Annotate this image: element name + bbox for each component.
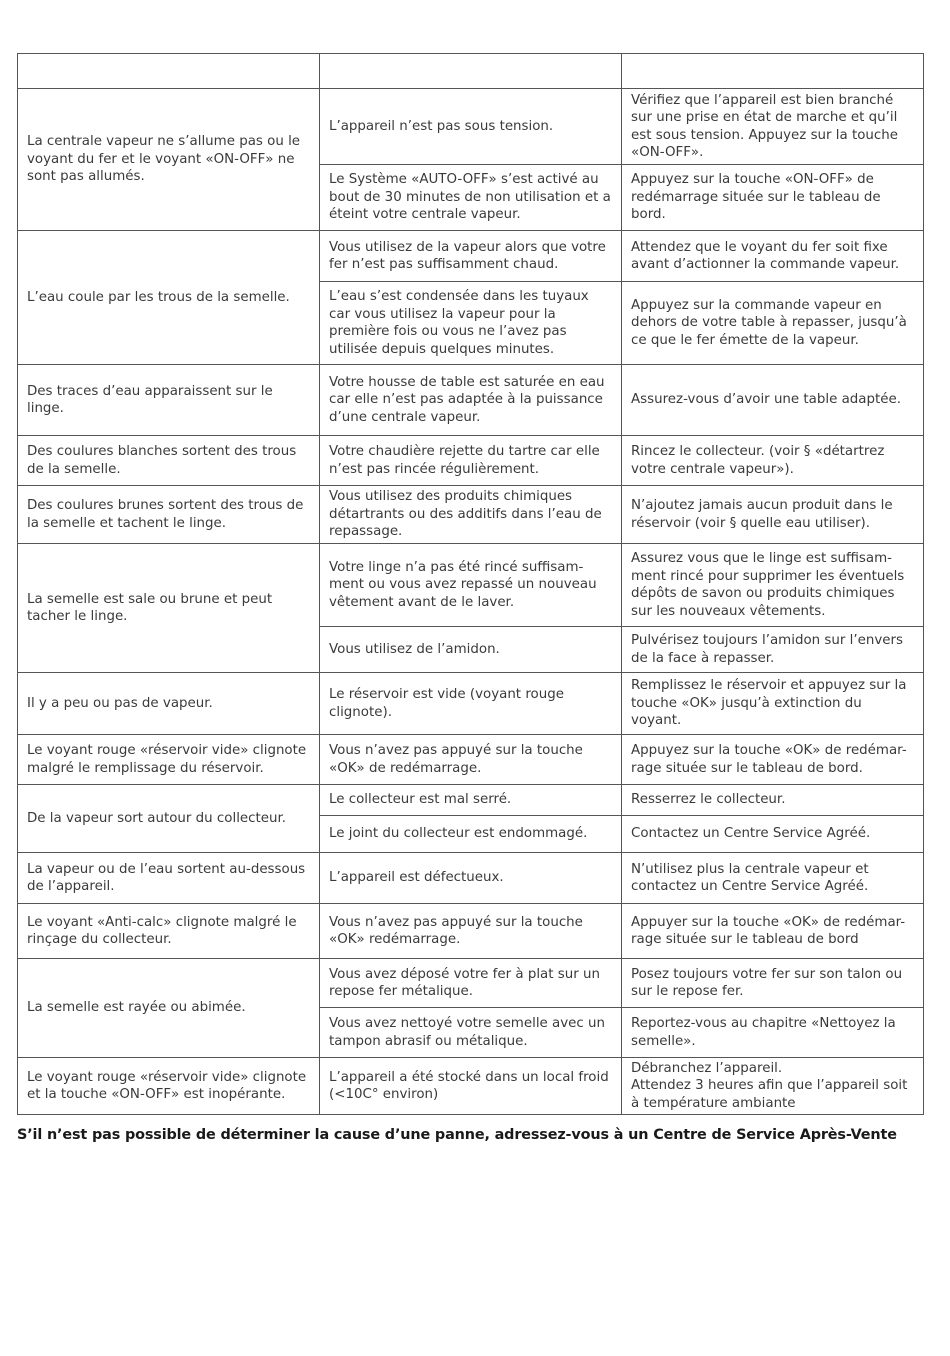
- cause-cell: Vous avez nettoyé votre semelle avec un tampon abrasif ou métalique.: [320, 1008, 622, 1058]
- table-body: [18, 54, 924, 1115]
- solution-cell: Appuyez sur la touche «ON-OFF» de redémarrage située sur le tableau de bord.: [622, 165, 924, 231]
- solution-cell: Appuyez sur la touche «OK» de redémar-rage située sur le tableau de bord.: [622, 735, 924, 785]
- problem-cell: Il y a peu ou pas de vapeur.: [18, 673, 320, 735]
- problem-cell: La semelle est sale ou brune et peut tacher le linge.: [18, 544, 320, 673]
- table-row: [18, 959, 924, 1008]
- after-sales-note: S’il n’est pas possible de déterminer la cause d’une panne, adressez-vous à un Centre de Service Après-Vente: [17, 1127, 897, 1143]
- solution-cell: Remplissez le réservoir et appuyez sur la touche «OK» jusqu’à extinction du voyant.: [622, 673, 924, 735]
- problem-cell: Le voyant «Anti-calc» clignote malgré le rinçage du collecteur.: [18, 904, 320, 959]
- cause-cell: Vous utilisez des produits chimiques détartrants ou des additifs dans l’eau de repassage.: [320, 486, 622, 544]
- table-row: [18, 904, 924, 959]
- solution-cell: Reportez-vous au chapitre «Nettoyez la semelle».: [622, 1008, 924, 1058]
- solution-cell: Attendez que le voyant du fer soit fixe avant d’actionner la commande vapeur.: [622, 231, 924, 282]
- cause-cell: Votre chaudière rejette du tartre car elle n’est pas rincée régulièrement.: [320, 436, 622, 486]
- cause-cell: Vous avez déposé votre fer à plat sur un repose fer métalique.: [320, 959, 622, 1008]
- cause-cell: Vous n’avez pas appuyé sur la touche «OK» de redémarrage.: [320, 735, 622, 785]
- cause-cell: Votre housse de table est saturée en eau car elle n’est pas adaptée à la puissance d’une centrale vapeur.: [320, 365, 622, 436]
- cause-cell: L’appareil n’est pas sous tension.: [320, 89, 622, 165]
- solution-cell: N’ajoutez jamais aucun produit dans le réservoir (voir § quelle eau utiliser).: [622, 486, 924, 544]
- cause-cell: Le joint du collecteur est endommagé.: [320, 816, 622, 853]
- table-row: [18, 673, 924, 735]
- problem-cell: La semelle est rayée ou abimée.: [18, 959, 320, 1058]
- solution-cell: Pulvérisez toujours l’amidon sur l’envers de la face à repasser.: [622, 627, 924, 673]
- table-row: [18, 785, 924, 816]
- header-cell-problem: [18, 54, 320, 89]
- problem-cell: De la vapeur sort autour du collecteur.: [18, 785, 320, 853]
- cause-cell: Le Système «AUTO-OFF» s’est activé au bout de 30 minutes de non utilisation et a éteint votre centrale vapeur.: [320, 165, 622, 231]
- table-row: [18, 231, 924, 282]
- table-row: [18, 486, 924, 544]
- table-row: [18, 853, 924, 904]
- solution-cell: Contactez un Centre Service Agréé.: [622, 816, 924, 853]
- solution-cell: Appuyer sur la touche «OK» de redémar-rage située sur le tableau de bord: [622, 904, 924, 959]
- cause-cell: L’appareil est défectueux.: [320, 853, 622, 904]
- header-cell-solution: [622, 54, 924, 89]
- solution-cell: Resserrez le collecteur.: [622, 785, 924, 816]
- solution-cell: N’utilisez plus la centrale vapeur et contactez un Centre Service Agréé.: [622, 853, 924, 904]
- problem-cell: La centrale vapeur ne s’allume pas ou le voyant du fer et le voyant «ON-OFF» ne sont pas allumés.: [18, 89, 320, 231]
- cause-cell: Vous utilisez de l’amidon.: [320, 627, 622, 673]
- table-row: [18, 544, 924, 627]
- solution-cell: Assurez-vous d’avoir une table adaptée.: [622, 365, 924, 436]
- problem-cell: Le voyant rouge «réservoir vide» clignote malgré le remplissage du réservoir.: [18, 735, 320, 785]
- table-row: [18, 365, 924, 436]
- cause-cell: Votre linge n’a pas été rincé suffisam-ment ou vous avez repassé un nouveau vêtement avant de le laver.: [320, 544, 622, 627]
- table-row: [18, 1058, 924, 1115]
- solution-cell: Vérifiez que l’appareil est bien branché sur une prise en état de marche et qu’il est sous tension. Appuyez sur la touche «ON-OFF».: [622, 89, 924, 165]
- solution-cell: Débranchez l’appareil. Attendez 3 heures afin que l’appareil soit à température ambiante: [622, 1058, 924, 1115]
- cause-cell: Le collecteur est mal serré.: [320, 785, 622, 816]
- problem-cell: Des coulures brunes sortent des trous de la semelle et tachent le linge.: [18, 486, 320, 544]
- table-row: [18, 735, 924, 785]
- table-row: [18, 89, 924, 165]
- solution-cell: Rincez le collecteur. (voir § «détartrez votre centrale vapeur»).: [622, 436, 924, 486]
- cause-cell: Vous n’avez pas appuyé sur la touche «OK» redémarrage.: [320, 904, 622, 959]
- problem-cell: La vapeur ou de l’eau sortent au-dessous de l’appareil.: [18, 853, 320, 904]
- cause-cell: Le réservoir est vide (voyant rouge clignote).: [320, 673, 622, 735]
- solution-cell: Posez toujours votre fer sur son talon ou sur le repose fer.: [622, 959, 924, 1008]
- cause-cell: L’appareil a été stocké dans un local froid (<10C° environ): [320, 1058, 622, 1115]
- troubleshooting-section: [17, 53, 923, 1115]
- problem-cell: Le voyant rouge «réservoir vide» clignote et la touche «ON-OFF» est inopérante.: [18, 1058, 320, 1115]
- troubleshooting-table: [17, 53, 924, 1115]
- table-row: [18, 436, 924, 486]
- header-cell-cause: [320, 54, 622, 89]
- problem-cell: Des traces d’eau apparaissent sur le linge.: [18, 365, 320, 436]
- solution-cell: Appuyez sur la commande vapeur en dehors de votre table à repasser, jusqu’à ce que le fer émette de la vapeur.: [622, 282, 924, 365]
- solution-cell: Assurez vous que le linge est suffisam-ment rincé pour supprimer les éventuels dépôts de savon ou produits chimiques sur les nouveaux vêtements.: [622, 544, 924, 627]
- problem-cell: L’eau coule par les trous de la semelle.: [18, 231, 320, 365]
- problem-cell: Des coulures blanches sortent des trous de la semelle.: [18, 436, 320, 486]
- cause-cell: L’eau s’est condensée dans les tuyaux car vous utilisez la vapeur pour la première fois ou vous ne l’avez pas utilisée depuis quelques minutes.: [320, 282, 622, 365]
- table-header-row: [18, 54, 924, 89]
- cause-cell: Vous utilisez de la vapeur alors que votre fer n’est pas suffisamment chaud.: [320, 231, 622, 282]
